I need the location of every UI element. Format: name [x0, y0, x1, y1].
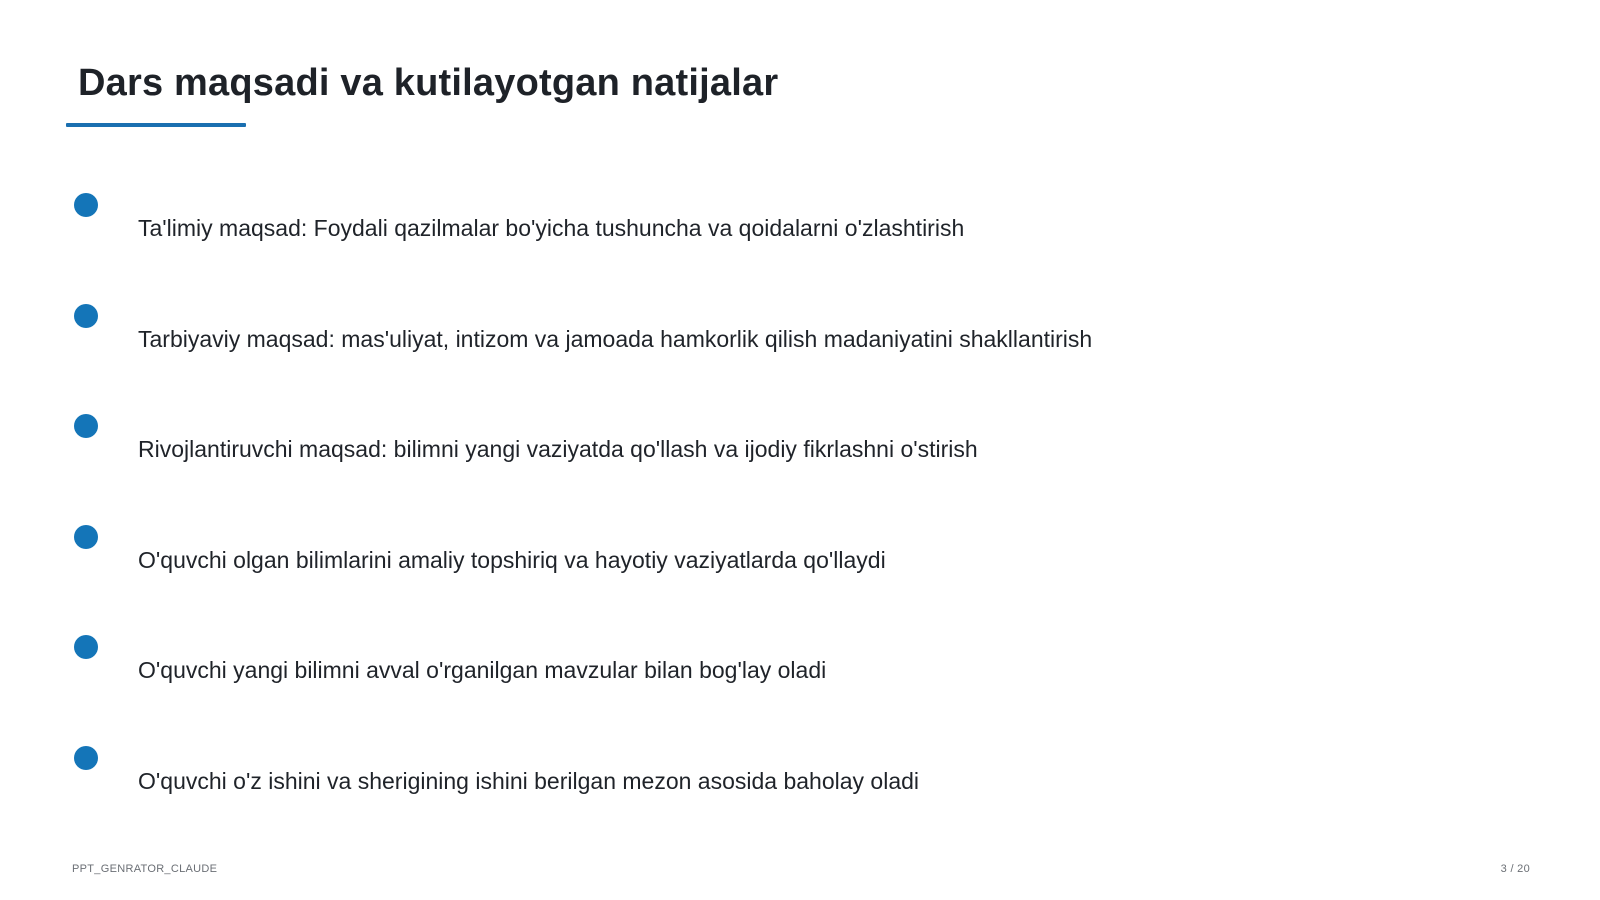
bullet-dot-icon	[74, 414, 98, 438]
bullet-text: O'quvchi yangi bilimni avval o'rganilgan mavzular bilan bog'lay oladi	[138, 657, 827, 683]
page-number: 3 / 20	[1500, 863, 1530, 875]
bullet-text: O'quvchi olgan bilimlarini amaliy topshiriq va hayotiy vaziyatlarda qo'llaydi	[138, 547, 886, 573]
bullet-dot-icon	[74, 635, 98, 659]
bullet-text: Ta'limiy maqsad: Foydali qazilmalar bo'yicha tushuncha va qoidalarni o'zlashtirish	[138, 215, 965, 241]
list-item	[0, 193, 1600, 263]
bullet-text: Tarbiyaviy maqsad: mas'uliyat, intizom va jamoada hamkorlik qilish madaniyatini shakllantirish	[138, 326, 1093, 352]
list-item	[0, 304, 1600, 374]
list-item	[0, 525, 1600, 595]
slide-title: Dars maqsadi va kutilayotgan natijalar	[78, 62, 779, 104]
bullet-text: Rivojlantiruvchi maqsad: bilimni yangi vaziyatda qo'llash va ijodiy fikrlashni o'stirish	[138, 436, 978, 462]
list-item	[0, 746, 1600, 816]
list-item	[0, 635, 1600, 705]
list-item	[0, 414, 1600, 484]
bullet-dot-icon	[74, 525, 98, 549]
bullet-text: O'quvchi o'z ishini va sherigining ishini berilgan mezon asosida baholay oladi	[138, 768, 920, 794]
bullet-dot-icon	[74, 304, 98, 328]
bullet-dot-icon	[74, 193, 98, 217]
footer-source: PPT_GENRATOR_CLAUDE	[72, 863, 218, 875]
bullet-dot-icon	[74, 746, 98, 770]
